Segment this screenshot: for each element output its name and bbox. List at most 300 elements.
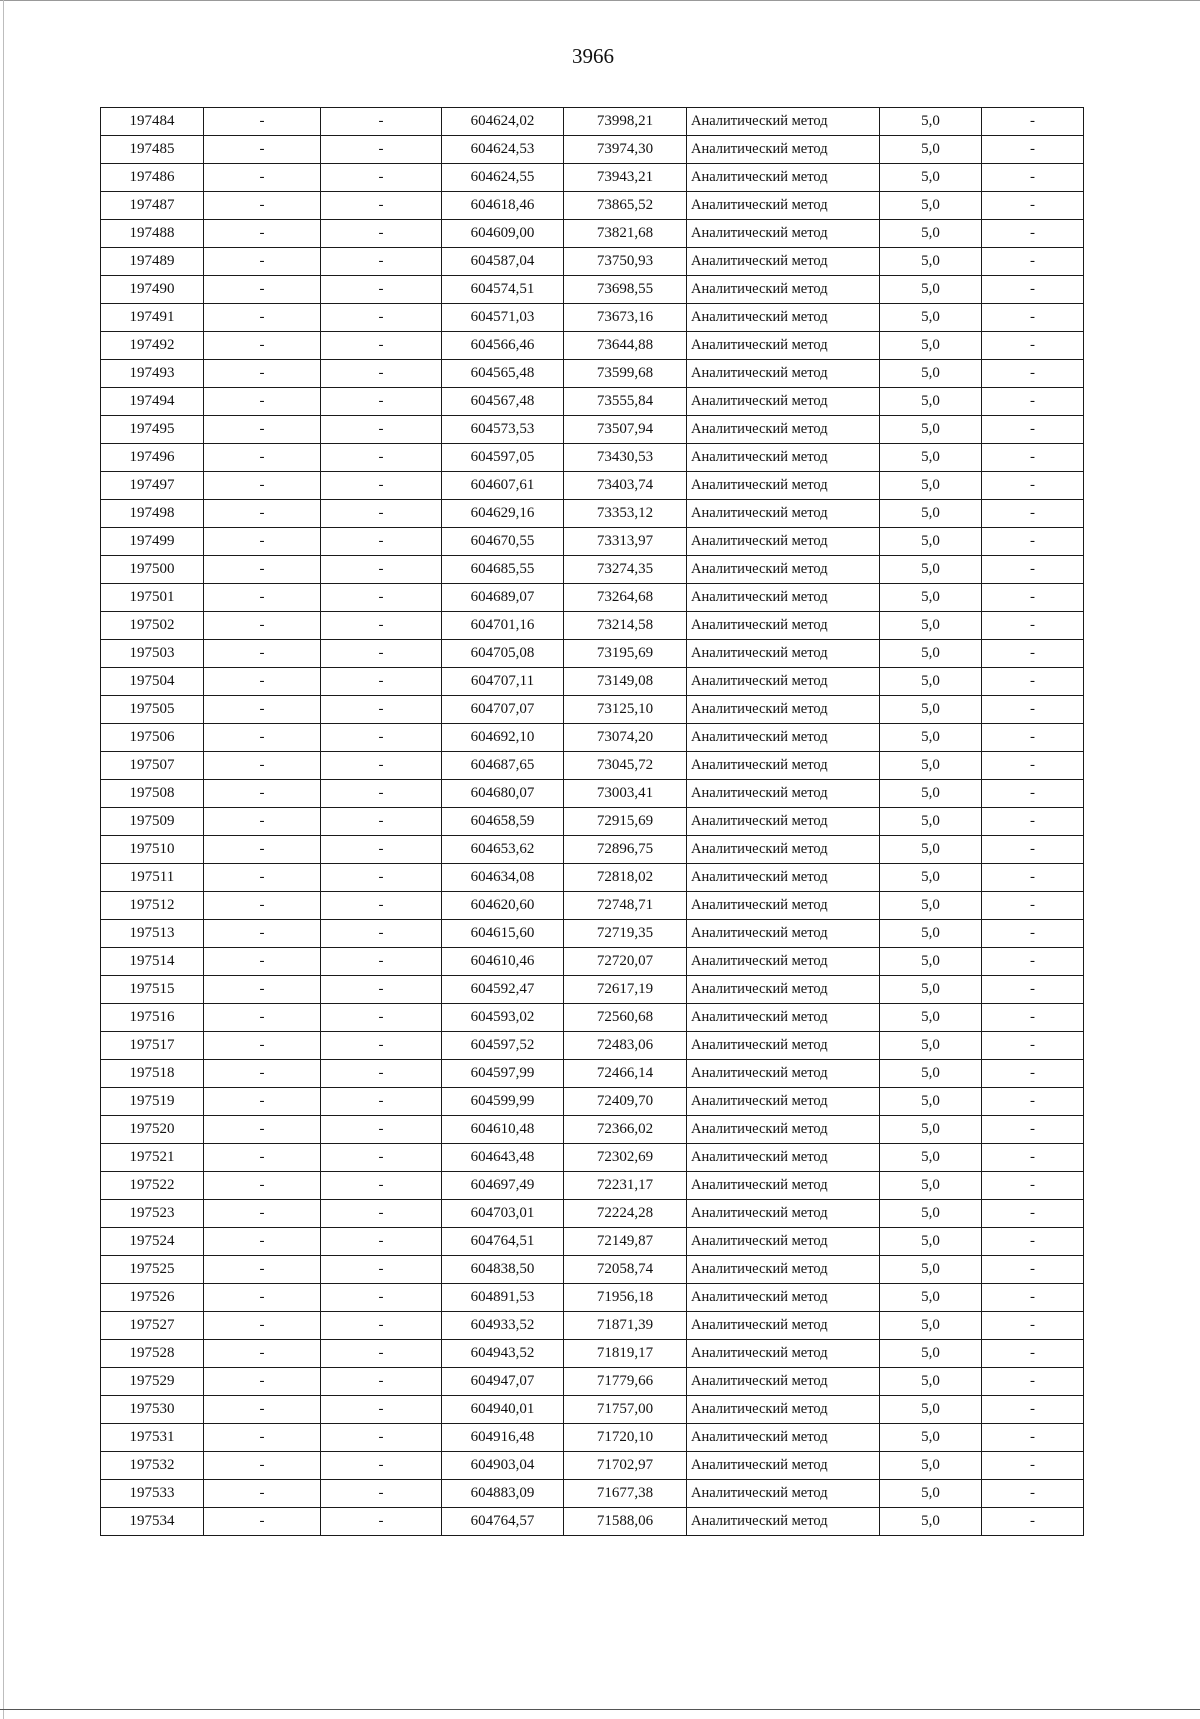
table-row	[101, 668, 1084, 696]
point-number-cell: 197520	[101, 1116, 204, 1144]
y-coordinate-cell: 73353,12	[564, 500, 687, 528]
empty-value-cell: -	[204, 920, 321, 948]
method-cell: Аналитический метод	[687, 1452, 880, 1480]
table-row	[101, 752, 1084, 780]
method-cell: Аналитический метод	[687, 1144, 880, 1172]
y-coordinate-cell: 72560,68	[564, 1004, 687, 1032]
accuracy-cell: 5,0	[880, 500, 982, 528]
empty-value-cell: -	[321, 1424, 442, 1452]
point-number-cell: 197489	[101, 248, 204, 276]
table-body	[101, 108, 1084, 1536]
accuracy-cell: 5,0	[880, 1004, 982, 1032]
empty-value-cell: -	[321, 976, 442, 1004]
accuracy-cell: 5,0	[880, 836, 982, 864]
empty-value-cell: -	[321, 808, 442, 836]
empty-value-cell: -	[321, 1396, 442, 1424]
method-cell: Аналитический метод	[687, 612, 880, 640]
table-row	[101, 304, 1084, 332]
point-number-cell: 197501	[101, 584, 204, 612]
empty-value-cell: -	[982, 248, 1084, 276]
y-coordinate-cell: 71757,00	[564, 1396, 687, 1424]
empty-value-cell: -	[204, 472, 321, 500]
x-coordinate-cell: 604566,46	[442, 332, 564, 360]
empty-value-cell: -	[982, 220, 1084, 248]
empty-value-cell: -	[204, 724, 321, 752]
y-coordinate-cell: 72366,02	[564, 1116, 687, 1144]
x-coordinate-cell: 604587,04	[442, 248, 564, 276]
empty-value-cell: -	[982, 920, 1084, 948]
empty-value-cell: -	[982, 1116, 1084, 1144]
table-row	[101, 1116, 1084, 1144]
left-scan-edge	[3, 0, 4, 1719]
x-coordinate-cell: 604593,02	[442, 1004, 564, 1032]
empty-value-cell: -	[321, 304, 442, 332]
x-coordinate-cell: 604592,47	[442, 976, 564, 1004]
empty-value-cell: -	[204, 1200, 321, 1228]
empty-value-cell: -	[982, 388, 1084, 416]
x-coordinate-cell: 604624,55	[442, 164, 564, 192]
empty-value-cell: -	[321, 192, 442, 220]
method-cell: Аналитический метод	[687, 1368, 880, 1396]
empty-value-cell: -	[982, 472, 1084, 500]
empty-value-cell: -	[321, 472, 442, 500]
empty-value-cell: -	[982, 976, 1084, 1004]
x-coordinate-cell: 604620,60	[442, 892, 564, 920]
empty-value-cell: -	[982, 500, 1084, 528]
x-coordinate-cell: 604624,02	[442, 108, 564, 136]
empty-value-cell: -	[204, 696, 321, 724]
x-coordinate-cell: 604615,60	[442, 920, 564, 948]
x-coordinate-cell: 604565,48	[442, 360, 564, 388]
x-coordinate-cell: 604597,99	[442, 1060, 564, 1088]
x-coordinate-cell: 604705,08	[442, 640, 564, 668]
point-number-cell: 197491	[101, 304, 204, 332]
empty-value-cell: -	[204, 220, 321, 248]
point-number-cell: 197492	[101, 332, 204, 360]
accuracy-cell: 5,0	[880, 1312, 982, 1340]
empty-value-cell: -	[321, 388, 442, 416]
empty-value-cell: -	[321, 1060, 442, 1088]
empty-value-cell: -	[982, 668, 1084, 696]
x-coordinate-cell: 604838,50	[442, 1256, 564, 1284]
empty-value-cell: -	[204, 1396, 321, 1424]
method-cell: Аналитический метод	[687, 556, 880, 584]
x-coordinate-cell: 604903,04	[442, 1452, 564, 1480]
accuracy-cell: 5,0	[880, 1144, 982, 1172]
empty-value-cell: -	[321, 892, 442, 920]
table-row	[101, 808, 1084, 836]
table-row	[101, 1060, 1084, 1088]
method-cell: Аналитический метод	[687, 584, 880, 612]
method-cell: Аналитический метод	[687, 808, 880, 836]
y-coordinate-cell: 72224,28	[564, 1200, 687, 1228]
empty-value-cell: -	[982, 1368, 1084, 1396]
empty-value-cell: -	[982, 1032, 1084, 1060]
empty-value-cell: -	[204, 1116, 321, 1144]
y-coordinate-cell: 71702,97	[564, 1452, 687, 1480]
point-number-cell: 197495	[101, 416, 204, 444]
empty-value-cell: -	[321, 1340, 442, 1368]
empty-value-cell: -	[321, 1004, 442, 1032]
empty-value-cell: -	[321, 1032, 442, 1060]
x-coordinate-cell: 604653,62	[442, 836, 564, 864]
x-coordinate-cell: 604629,16	[442, 500, 564, 528]
x-coordinate-cell: 604689,07	[442, 584, 564, 612]
point-number-cell: 197519	[101, 1088, 204, 1116]
empty-value-cell: -	[204, 556, 321, 584]
y-coordinate-cell: 72748,71	[564, 892, 687, 920]
table-row	[101, 836, 1084, 864]
y-coordinate-cell: 73125,10	[564, 696, 687, 724]
method-cell: Аналитический метод	[687, 444, 880, 472]
x-coordinate-cell: 604940,01	[442, 1396, 564, 1424]
accuracy-cell: 5,0	[880, 528, 982, 556]
table-row	[101, 1508, 1084, 1536]
empty-value-cell: -	[321, 1088, 442, 1116]
method-cell: Аналитический метод	[687, 1480, 880, 1508]
table-row	[101, 248, 1084, 276]
method-cell: Аналитический метод	[687, 1256, 880, 1284]
y-coordinate-cell: 73599,68	[564, 360, 687, 388]
point-number-cell: 197496	[101, 444, 204, 472]
method-cell: Аналитический метод	[687, 528, 880, 556]
empty-value-cell: -	[204, 864, 321, 892]
empty-value-cell: -	[982, 136, 1084, 164]
empty-value-cell: -	[321, 864, 442, 892]
empty-value-cell: -	[204, 752, 321, 780]
empty-value-cell: -	[982, 416, 1084, 444]
y-coordinate-cell: 72720,07	[564, 948, 687, 976]
empty-value-cell: -	[204, 1032, 321, 1060]
empty-value-cell: -	[982, 1228, 1084, 1256]
empty-value-cell: -	[321, 1312, 442, 1340]
coordinates-table	[100, 107, 1084, 1536]
table-row	[101, 500, 1084, 528]
empty-value-cell: -	[321, 220, 442, 248]
accuracy-cell: 5,0	[880, 1284, 982, 1312]
accuracy-cell: 5,0	[880, 276, 982, 304]
x-coordinate-cell: 604574,51	[442, 276, 564, 304]
table-row	[101, 1032, 1084, 1060]
table-row	[101, 192, 1084, 220]
point-number-cell: 197506	[101, 724, 204, 752]
empty-value-cell: -	[982, 1088, 1084, 1116]
empty-value-cell: -	[982, 696, 1084, 724]
empty-value-cell: -	[321, 584, 442, 612]
table-row	[101, 892, 1084, 920]
empty-value-cell: -	[321, 920, 442, 948]
point-number-cell: 197511	[101, 864, 204, 892]
method-cell: Аналитический метод	[687, 1312, 880, 1340]
empty-value-cell: -	[321, 948, 442, 976]
accuracy-cell: 5,0	[880, 1172, 982, 1200]
x-coordinate-cell: 604618,46	[442, 192, 564, 220]
accuracy-cell: 5,0	[880, 556, 982, 584]
method-cell: Аналитический метод	[687, 1508, 880, 1536]
empty-value-cell: -	[321, 248, 442, 276]
empty-value-cell: -	[982, 556, 1084, 584]
empty-value-cell: -	[982, 864, 1084, 892]
method-cell: Аналитический метод	[687, 276, 880, 304]
method-cell: Аналитический метод	[687, 360, 880, 388]
empty-value-cell: -	[982, 108, 1084, 136]
x-coordinate-cell: 604707,07	[442, 696, 564, 724]
empty-value-cell: -	[204, 1284, 321, 1312]
y-coordinate-cell: 73195,69	[564, 640, 687, 668]
table-row	[101, 584, 1084, 612]
y-coordinate-cell: 73821,68	[564, 220, 687, 248]
accuracy-cell: 5,0	[880, 668, 982, 696]
table-row	[101, 1004, 1084, 1032]
method-cell: Аналитический метод	[687, 640, 880, 668]
accuracy-cell: 5,0	[880, 1452, 982, 1480]
empty-value-cell: -	[204, 780, 321, 808]
empty-value-cell: -	[204, 976, 321, 1004]
empty-value-cell: -	[204, 136, 321, 164]
point-number-cell: 197507	[101, 752, 204, 780]
method-cell: Аналитический метод	[687, 1088, 880, 1116]
empty-value-cell: -	[321, 1228, 442, 1256]
point-number-cell: 197490	[101, 276, 204, 304]
y-coordinate-cell: 73313,97	[564, 528, 687, 556]
empty-value-cell: -	[204, 640, 321, 668]
accuracy-cell: 5,0	[880, 388, 982, 416]
accuracy-cell: 5,0	[880, 724, 982, 752]
table-row	[101, 1144, 1084, 1172]
accuracy-cell: 5,0	[880, 1368, 982, 1396]
x-coordinate-cell: 604567,48	[442, 388, 564, 416]
y-coordinate-cell: 73865,52	[564, 192, 687, 220]
x-coordinate-cell: 604916,48	[442, 1424, 564, 1452]
empty-value-cell: -	[982, 1144, 1084, 1172]
empty-value-cell: -	[204, 1228, 321, 1256]
empty-value-cell: -	[982, 584, 1084, 612]
y-coordinate-cell: 73074,20	[564, 724, 687, 752]
accuracy-cell: 5,0	[880, 1116, 982, 1144]
page-number: 3966	[572, 44, 614, 68]
accuracy-cell: 5,0	[880, 1480, 982, 1508]
empty-value-cell: -	[204, 388, 321, 416]
y-coordinate-cell: 73698,55	[564, 276, 687, 304]
x-coordinate-cell: 604701,16	[442, 612, 564, 640]
method-cell: Аналитический метод	[687, 920, 880, 948]
table-row	[101, 1396, 1084, 1424]
empty-value-cell: -	[982, 276, 1084, 304]
point-number-cell: 197524	[101, 1228, 204, 1256]
point-number-cell: 197513	[101, 920, 204, 948]
y-coordinate-cell: 72149,87	[564, 1228, 687, 1256]
table-row	[101, 1284, 1084, 1312]
point-number-cell: 197488	[101, 220, 204, 248]
accuracy-cell: 5,0	[880, 304, 982, 332]
method-cell: Аналитический метод	[687, 136, 880, 164]
point-number-cell: 197518	[101, 1060, 204, 1088]
method-cell: Аналитический метод	[687, 1284, 880, 1312]
empty-value-cell: -	[204, 1088, 321, 1116]
x-coordinate-cell: 604692,10	[442, 724, 564, 752]
point-number-cell: 197517	[101, 1032, 204, 1060]
empty-value-cell: -	[204, 668, 321, 696]
method-cell: Аналитический метод	[687, 164, 880, 192]
table-row	[101, 220, 1084, 248]
empty-value-cell: -	[204, 444, 321, 472]
accuracy-cell: 5,0	[880, 136, 982, 164]
method-cell: Аналитический метод	[687, 192, 880, 220]
x-coordinate-cell: 604883,09	[442, 1480, 564, 1508]
empty-value-cell: -	[982, 1256, 1084, 1284]
point-number-cell: 197509	[101, 808, 204, 836]
empty-value-cell: -	[982, 164, 1084, 192]
accuracy-cell: 5,0	[880, 584, 982, 612]
empty-value-cell: -	[204, 808, 321, 836]
empty-value-cell: -	[204, 1004, 321, 1032]
method-cell: Аналитический метод	[687, 248, 880, 276]
empty-value-cell: -	[982, 1396, 1084, 1424]
method-cell: Аналитический метод	[687, 892, 880, 920]
point-number-cell: 197493	[101, 360, 204, 388]
table-row	[101, 136, 1084, 164]
point-number-cell: 197532	[101, 1452, 204, 1480]
y-coordinate-cell: 72302,69	[564, 1144, 687, 1172]
x-coordinate-cell: 604933,52	[442, 1312, 564, 1340]
y-coordinate-cell: 73214,58	[564, 612, 687, 640]
empty-value-cell: -	[982, 1060, 1084, 1088]
x-coordinate-cell: 604685,55	[442, 556, 564, 584]
x-coordinate-cell: 604697,49	[442, 1172, 564, 1200]
accuracy-cell: 5,0	[880, 696, 982, 724]
top-border-line	[0, 0, 1200, 1]
point-number-cell: 197503	[101, 640, 204, 668]
accuracy-cell: 5,0	[880, 1256, 982, 1284]
point-number-cell: 197510	[101, 836, 204, 864]
accuracy-cell: 5,0	[880, 472, 982, 500]
empty-value-cell: -	[321, 1256, 442, 1284]
table-row	[101, 612, 1084, 640]
table-row	[101, 472, 1084, 500]
method-cell: Аналитический метод	[687, 948, 880, 976]
point-number-cell: 197486	[101, 164, 204, 192]
method-cell: Аналитический метод	[687, 1228, 880, 1256]
method-cell: Аналитический метод	[687, 780, 880, 808]
empty-value-cell: -	[204, 304, 321, 332]
empty-value-cell: -	[982, 528, 1084, 556]
accuracy-cell: 5,0	[880, 892, 982, 920]
empty-value-cell: -	[204, 836, 321, 864]
point-number-cell: 197525	[101, 1256, 204, 1284]
x-coordinate-cell: 604687,65	[442, 752, 564, 780]
method-cell: Аналитический метод	[687, 724, 880, 752]
method-cell: Аналитический метод	[687, 1116, 880, 1144]
point-number-cell: 197531	[101, 1424, 204, 1452]
point-number-cell: 197534	[101, 1508, 204, 1536]
method-cell: Аналитический метод	[687, 220, 880, 248]
empty-value-cell: -	[321, 276, 442, 304]
empty-value-cell: -	[321, 640, 442, 668]
empty-value-cell: -	[321, 1172, 442, 1200]
empty-value-cell: -	[982, 1340, 1084, 1368]
x-coordinate-cell: 604947,07	[442, 1368, 564, 1396]
point-number-cell: 197522	[101, 1172, 204, 1200]
accuracy-cell: 5,0	[880, 976, 982, 1004]
point-number-cell: 197484	[101, 108, 204, 136]
point-number-cell: 197528	[101, 1340, 204, 1368]
x-coordinate-cell: 604634,08	[442, 864, 564, 892]
table-row	[101, 1312, 1084, 1340]
method-cell: Аналитический метод	[687, 1004, 880, 1032]
empty-value-cell: -	[204, 1424, 321, 1452]
accuracy-cell: 5,0	[880, 1200, 982, 1228]
empty-value-cell: -	[982, 640, 1084, 668]
empty-value-cell: -	[321, 1200, 442, 1228]
y-coordinate-cell: 73403,74	[564, 472, 687, 500]
empty-value-cell: -	[204, 1452, 321, 1480]
empty-value-cell: -	[204, 612, 321, 640]
empty-value-cell: -	[982, 332, 1084, 360]
accuracy-cell: 5,0	[880, 920, 982, 948]
empty-value-cell: -	[982, 444, 1084, 472]
point-number-cell: 197504	[101, 668, 204, 696]
empty-value-cell: -	[982, 752, 1084, 780]
y-coordinate-cell: 73045,72	[564, 752, 687, 780]
table-row	[101, 640, 1084, 668]
x-coordinate-cell: 604624,53	[442, 136, 564, 164]
empty-value-cell: -	[204, 500, 321, 528]
point-number-cell: 197494	[101, 388, 204, 416]
table-row	[101, 1368, 1084, 1396]
table-row	[101, 108, 1084, 136]
accuracy-cell: 5,0	[880, 360, 982, 388]
point-number-cell: 197512	[101, 892, 204, 920]
empty-value-cell: -	[204, 1508, 321, 1536]
empty-value-cell: -	[982, 1284, 1084, 1312]
point-number-cell: 197498	[101, 500, 204, 528]
accuracy-cell: 5,0	[880, 220, 982, 248]
accuracy-cell: 5,0	[880, 1508, 982, 1536]
empty-value-cell: -	[321, 332, 442, 360]
point-number-cell: 197505	[101, 696, 204, 724]
y-coordinate-cell: 73430,53	[564, 444, 687, 472]
y-coordinate-cell: 72818,02	[564, 864, 687, 892]
table-row	[101, 1228, 1084, 1256]
table-row	[101, 528, 1084, 556]
y-coordinate-cell: 73507,94	[564, 416, 687, 444]
y-coordinate-cell: 72915,69	[564, 808, 687, 836]
method-cell: Аналитический метод	[687, 976, 880, 1004]
x-coordinate-cell: 604573,53	[442, 416, 564, 444]
accuracy-cell: 5,0	[880, 640, 982, 668]
accuracy-cell: 5,0	[880, 416, 982, 444]
x-coordinate-cell: 604607,61	[442, 472, 564, 500]
empty-value-cell: -	[204, 1368, 321, 1396]
empty-value-cell: -	[204, 892, 321, 920]
x-coordinate-cell: 604943,52	[442, 1340, 564, 1368]
empty-value-cell: -	[982, 948, 1084, 976]
y-coordinate-cell: 73274,35	[564, 556, 687, 584]
empty-value-cell: -	[321, 500, 442, 528]
empty-value-cell: -	[204, 192, 321, 220]
table-row	[101, 1256, 1084, 1284]
y-coordinate-cell: 73149,08	[564, 668, 687, 696]
x-coordinate-cell: 604597,05	[442, 444, 564, 472]
y-coordinate-cell: 71720,10	[564, 1424, 687, 1452]
y-coordinate-cell: 71677,38	[564, 1480, 687, 1508]
accuracy-cell: 5,0	[880, 164, 982, 192]
accuracy-cell: 5,0	[880, 1060, 982, 1088]
point-number-cell: 197485	[101, 136, 204, 164]
empty-value-cell: -	[982, 1508, 1084, 1536]
x-coordinate-cell: 604609,00	[442, 220, 564, 248]
empty-value-cell: -	[204, 1172, 321, 1200]
